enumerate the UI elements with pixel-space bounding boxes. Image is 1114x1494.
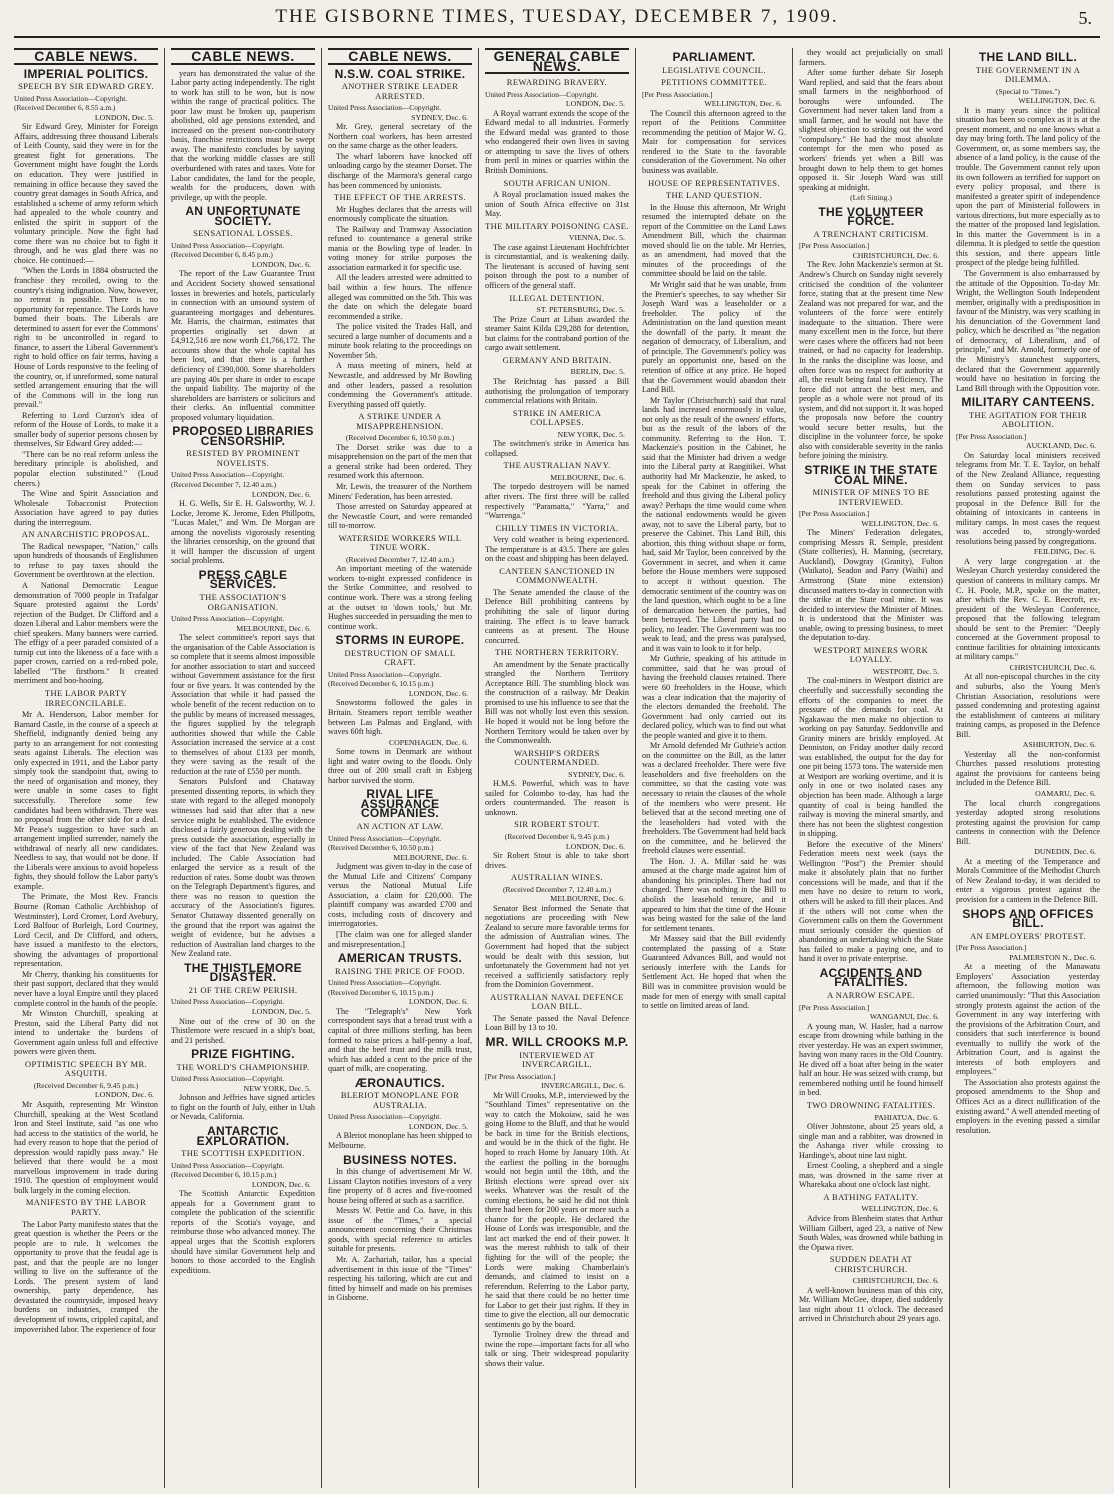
section-banner: CABLE NEWS. bbox=[171, 48, 315, 65]
subheadline: SIR ROBERT STOUT. bbox=[514, 819, 600, 830]
article-paragraph: Those arrested on Saturday appeared at the Newcastle Court, and were remanded till to-morrow. bbox=[328, 502, 472, 531]
press-credit: United Press Association—Copyright. bbox=[171, 997, 285, 1007]
article-paragraph: [The claim was one for alleged slander and misrepresentation.] bbox=[328, 930, 472, 949]
column-5 bbox=[636, 48, 793, 1488]
dateline: (Received December 6, 9.45 p.m.) bbox=[504, 832, 610, 842]
article-paragraph: The switchmen's strike in America has collapsed. bbox=[485, 439, 629, 458]
article-paragraph: years has demonstrated the value of the Labor party acting independently. The right to work has still to be won, but is now within the range of practical politics. The poor law must be broken up, pauperism abolished, old age pensions extended, and increased on the present non-contributory basis, franchise restrictions must be swept away. The manifesto concludes by saying that the working middle classes are still overburdened with rates and taxes. Vote for Labor candidates, the land for the people, wealth for the producers, down with privilege, up with the people. bbox=[171, 68, 315, 202]
article-paragraph: A Royal proclamation issued makes the union of South Africa effective on 31st May. bbox=[485, 190, 629, 219]
place-dateline: ASHBURTON, Dec. 6. bbox=[1022, 740, 1096, 750]
article-paragraph: Judgment was given to-day in the case of the Mutual Life and Citizens' Company versus the National Mutual Life Association, a claim for £20,000. The plaintiff company was awarded £700 and costs, including costs of discovery and interrogatories. bbox=[328, 862, 472, 929]
headline: BUSINESS NOTES. bbox=[343, 1152, 457, 1167]
subheadline: A NARROW ESCAPE. bbox=[827, 989, 915, 1000]
place-dateline: PALMERSTON N., Dec. 6. bbox=[1009, 952, 1096, 962]
place-dateline: LONDON, Dec. 5. bbox=[94, 112, 154, 122]
article-paragraph: Mr Hughes declares that the arrests will enormously complicate the situation. bbox=[328, 204, 472, 224]
article-paragraph: H.M.S. Powerful, which was to have sailed for Colombo to-day, has had the orders countermanded. The reason is unknown. bbox=[485, 779, 629, 817]
place-dateline: COPENHAGEN, Dec. 6. bbox=[388, 737, 468, 747]
headline: ACCIDENTS AND FATALITIES. bbox=[819, 965, 923, 990]
subheadline: WARSHIP'S ORDERS COUNTERMANDED. bbox=[514, 747, 600, 768]
press-credit: United Press Association—Copyright. (Received December 6, 10.15 p.m.) bbox=[171, 1160, 285, 1180]
subheadline: REWARDING BRAVERY. bbox=[506, 77, 608, 88]
article-paragraph: The Council this afternoon agreed to the report of the Petitions Committee recommending the petition of Major W. G. Mair for compensation for services rendered to the State to the favorable consideration of the Government. No other business was available. bbox=[642, 108, 786, 176]
place-dateline: LONDON, Dec. 5. bbox=[565, 99, 625, 109]
place-dateline: FEILDING, Dec. 6. bbox=[1033, 547, 1096, 557]
place-dateline: LONDON, Dec. 6. bbox=[408, 997, 468, 1007]
article-paragraph: A mass meeting of miners, held at Newcastle, and addressed by Mr Bowling and other leaders, passed a resolution condemning the Government's attitude. Everything passed off quietly. bbox=[328, 361, 472, 409]
subheadline: HOUSE OF REPRESENTATIVES. bbox=[648, 177, 780, 188]
press-credit: [Per Press Association.] bbox=[956, 943, 1027, 953]
headline: STORMS IN EUROPE. bbox=[335, 633, 465, 648]
article-paragraph: A Bleriot monoplane has been shipped to Melbourne. bbox=[328, 1131, 472, 1150]
subheadline: THE GOVERNMENT IN A DILEMMA. bbox=[975, 64, 1081, 85]
article-paragraph: Mr Wright said that he was unable, from the Premier's speeches, to say whether Sir Joseph Ward was a leaseholder or a freeholder. The policy of the Administration on the land question meant the downfall of the party. It meant the negation of democracy, of Liberalism, and of principle. The Government's policy was purely an opportunist one, based on the retention of office at any price. He hoped that the Government would abandon their Land Bill. bbox=[642, 280, 786, 395]
press-credit: United Press Association—Copyright. (Received December 6, 10.15 p.m.) bbox=[328, 978, 442, 997]
subheadline: PETITIONS COMMITTEE. bbox=[661, 77, 767, 88]
subheadline: SENSATIONAL LOSSES. bbox=[193, 228, 293, 239]
article-paragraph: Mr Cherry, thanking his constituents for their past support, declared that they would never have a loyal Empire until they placed complete control in the hands of the people. bbox=[14, 969, 158, 1008]
subheadline: AN EMPLOYERS' PROTEST. bbox=[970, 930, 1086, 941]
column-7 bbox=[950, 48, 1106, 1488]
section-banner: GENERAL CABLE NEWS. bbox=[485, 48, 629, 74]
article-paragraph: Referring to Lord Curzon's idea of reform of the House of Lords, to make it a smaller body of superior persons chosen by themselves, Sir Edward Grey added:— bbox=[14, 410, 158, 449]
subheadline: A STRIKE UNDER A MISAPPREHENSION. bbox=[356, 411, 444, 431]
dateline: (Received December 7, 12.40 a.m.) bbox=[503, 884, 611, 894]
article-paragraph: Tyrnolie Trolney drew the thread and twine the rope—important facts for all who talk or sing. Their widespread popularity shows their value. bbox=[485, 1330, 629, 1368]
article-paragraph: The Radical newspaper, "Nation," calls upon hundreds of thousands of Englishmen to refuse to pay taxes should the Government be overthrown at the election. bbox=[14, 541, 158, 580]
article-paragraph: The Scottish Antarctic Expedition appeals for a Government grant to complete the publication of the scientific reports of the Scotia's voyage, and reimburse those who advanced money. The appeal urges that the Scottish explorers should have similar Government help and honors to those accorded to the English expeditions. bbox=[171, 1189, 315, 1275]
place-dateline: WELLINGTON, Dec. 6. bbox=[861, 1204, 939, 1214]
subheadline: A BATHING FATALITY. bbox=[823, 1191, 919, 1202]
subheadline: SOUTH AFRICAN UNION. bbox=[503, 177, 611, 188]
headline: RIVAL LIFE ASSURANCE COMPANIES. bbox=[360, 787, 440, 821]
subheadline: GERMANY AND BRITAIN. bbox=[502, 354, 612, 365]
page-number: 5. bbox=[1078, 8, 1092, 28]
article-paragraph: The torpedo destroyers will be named after rivers. The first three will be called respectively "Paramatta," "Yarra," and "Warrenga." bbox=[485, 482, 629, 521]
article-paragraph: The Labor Party manifesto states that the great question is whether the Peers or the people are to rule. It welcomes the opportunity to prove that the feudal age is past, and that the people are no longer willing to live on the sufferance of the Lords. The present system of land ownership, party dependence, has devastated the countryside, imposed heavy burdens on industries, cramped the development of towns, crippled capital, and impoverished labor. The experience of four bbox=[14, 1219, 158, 1334]
place-dateline: MELBOURNE, Dec. 6. bbox=[393, 852, 468, 862]
article-paragraph: Senators Pulsford and Chataway presented dissenting reports, in which they state with regard to the alleged monopoly witnesses had said that after that a new service might be established. The evidence disclosed a fairly generous dealing with the press outside the association, especially in view of the fact that New Zealand was included. The Cable Association had enlarged the service as a result of the reduction of rates. Some doubt was thrown on the Telegraph Department's figures, and there was no reason to question the accuracy of the Association's figures. Senator Chataway dissented generally on the ground that the report was against the weight of evidence, but he advises a reduction of Australian land charges to the New Zealand rate. bbox=[171, 777, 315, 959]
press-credit: [Per Press Association.] bbox=[799, 241, 870, 251]
place-dateline: MELBOURNE, Dec. 6. bbox=[236, 623, 311, 633]
article-paragraph: Messrs W. Pettie and Co. have, in this issue of the "Times," a special announcement concerning their Christmas goods, with special reference to articles suitable for presents. bbox=[328, 1206, 472, 1254]
subheadline: WESTPORT MINERS WORK LOYALLY. bbox=[813, 644, 929, 665]
article-paragraph: In this change of advertisement Mr W. Lissant Clayton notifies investors of a very fine property of 8 acres and five-roomed house being offered at such as a sacrifice. bbox=[328, 1167, 472, 1205]
article-paragraph: At all non-episcopal churches in the city and suburbs, also the Young Men's Christian Association, resolutions were passed condemning and protesting against the establishment of canteens at military training camps, as proposed in the Defence Bill. bbox=[956, 672, 1100, 739]
place-dateline: DUNEDIN, Dec. 6. bbox=[1034, 847, 1096, 857]
subheadline: THE ASSOCIATION'S ORGANISATION. bbox=[199, 591, 287, 612]
subheadline: SPEECH BY SIR EDWARD GREY. bbox=[18, 81, 154, 92]
article-paragraph: The Senate amended the clause of the Defence Bill prohibiting canteens by prohibiting the sale of liquor during training. The effect is to leave barrack canteens as at present. The House concurred. bbox=[485, 587, 629, 645]
article-paragraph: Oliver Johnstone, about 25 years old, a single man and a rabbiter, was drowned in the Ashanga river while crossing to Hardinge's, about nine last night. bbox=[799, 1122, 943, 1160]
headline: THE VOLUNTEER FORCE. bbox=[818, 204, 924, 229]
subheadline: MANIFESTO BY THE LABOR PARTY. bbox=[25, 1197, 147, 1217]
article-paragraph: they would act prejudicially on small farmers. bbox=[799, 48, 943, 67]
place-dateline: OAMARU, Dec. 6. bbox=[1035, 789, 1096, 799]
article-paragraph: The "Telegraph's" New York correspondent says that a bread trust with a capital of three millions sterling, has been formed to raise prices a half-penny a loaf, and that the beef trust and the milk trust, which has added a cent to the price of the quart of milk, are cooperating. bbox=[328, 1006, 472, 1074]
press-credit: [Per Press Association.] bbox=[799, 1002, 870, 1012]
article-paragraph: Very cold weather is being experienced. The temperature is at 43.5. There are gales on the coast and shipping has been delayed. bbox=[485, 535, 629, 564]
article-paragraph: A National Democratic League demonstration of 7000 people in Trafalgar Square protested against the Lords' rejection of the Budget. Dr Clifford and a dozen Liberal and Labor members were the chief speakers. Many banners were carried. The effigy of a peer paraded consisted of a turnip cut into the likeness of a face with a paper crown, carried on a red-robed pole, labelled "The firstborn." It created merriment and boo-hooing. bbox=[14, 580, 158, 686]
place-dateline: LONDON, Dec. 6. bbox=[251, 1179, 311, 1189]
article-paragraph: The Association also protests against the proposed amendments to the Shop and Offices Act as a direct nullification of the existing award." A well attended meeting of employers in the evening passed a similar resolution. bbox=[956, 1077, 1100, 1135]
subheadline: OPTIMISTIC SPEECH BY MR. ASQUITH. bbox=[24, 1058, 148, 1079]
place-dateline: BERLIN, Dec. 5. bbox=[570, 367, 625, 377]
article-paragraph: At a meeting of the Temperance and Morals Committee of the Methodist Church of New Zealand to-day, it was decided to enter a vigorous protest against the provision for a canteen in the Defence Bill. bbox=[956, 856, 1100, 905]
subheadline: THE AGITATION FOR THEIR ABOLITION. bbox=[968, 409, 1088, 430]
article-paragraph: Before the executive of the Miners' Federation meets next week (says the Wellington "Post") the Premier should make it absolutely plain that no further concessions will be made, and that if the men have no desire to return to work, others will be asked to fill their places. And if the others will not come when the Government calls on them the Government must seriously consider the question of abandoning an undertaking which the State has failed to make a paying one, and to hand it over to private enterprise. bbox=[799, 839, 943, 964]
subheadline: AN ACTION AT LAW. bbox=[356, 821, 444, 832]
article-paragraph: A very large congregation at the Wesleyan Church yesterday considered the question of canteens in military camps. Mr C. H. Poole, M.P., spoke on the matter, after which the Rev. C. E. Beecroft, ex-president of the Wesleyan Conference, proposed that the following telegram should be sent to the Premier: "Deeply concerned at the Government proposal to continue facilities for obtaining intoxicants at military camps." bbox=[956, 556, 1100, 662]
article-paragraph: The Prize Court at Liban awarded the steamer Saint Kilda £29,288 for detention, but claims for the contraband portion of the cargo await settlement. bbox=[485, 314, 629, 353]
section-banner: CABLE NEWS. bbox=[14, 48, 158, 65]
place-dateline: LONDON, Dec. 6. bbox=[251, 489, 311, 499]
article-paragraph: The Railway and Tramway Association refused to countenance a general strike mania or the Bowling type of leader. In voting money for strike purposes the association earmarked it for specific use. bbox=[328, 224, 472, 272]
article-paragraph: An important meeting of the waterside workers to-night expressed confidence in the Strike Committee, and resolved to continue work. There was a strong feeling at the outset to 'down tools,' but Mr. Hughes succeeded in persuading the men to continue work. bbox=[328, 564, 472, 631]
place-dateline: INVERCARGILL, Dec. 6. bbox=[541, 1081, 625, 1091]
subheadline: LEGISLATIVE COUNCIL. bbox=[662, 64, 766, 75]
column-3 bbox=[322, 48, 479, 1488]
headline: THE THISTLEMORE DISASTER. bbox=[184, 960, 302, 985]
press-credit: [Per Press Association.] bbox=[642, 89, 713, 99]
place-dateline: ST. PETERSBURG, Dec. 5. bbox=[536, 305, 625, 315]
press-credit: United Press Association—Copyright. (Received December 6, 10.15 p.m.) bbox=[328, 669, 442, 689]
article-paragraph: "There can be no real reform unless the hereditary principle is abolished, and popular election substituted." (Loud cheers.) bbox=[14, 449, 158, 488]
article-paragraph: Sir Edward Grey, Minister for Foreign Affairs, addressing three thousand Liberals of Leith County, said they were in for the greatest fight for generations. The Government might have fought the Lords on education. They were justified in remaining in office because they saved the country great damages in South Africa, and established a scheme of army reform which had appealed to the whole country and enlisted the spirit in support of the voluntary principle. Now the fight had come there was no choice but to fight it through, and he was glad there was no choice. He continued:— bbox=[14, 122, 158, 265]
newspaper-title: THE GISBORNE TIMES, TUESDAY, DECEMBER 7, 1909. bbox=[275, 6, 839, 27]
subheadline: THE LABOR PARTY IRRECONCILABLE. bbox=[44, 688, 128, 708]
subheadline: THE AUSTRALIAN NAVY. bbox=[503, 460, 611, 471]
subheadline: RESISTED BY PROMINENT NOVELISTS. bbox=[186, 448, 300, 468]
article-paragraph: Sir Robert Stout is able to take short drives. bbox=[485, 851, 629, 870]
article-paragraph: H. G. Wells, Sir E. H. Galsworthy, W. J. Locke, Jerome K. Jerome, Eden Phillpotts, "Lucas Malet," and Wm. De Morgan are among the novelists vigorously resenting the libraries censorship, on the ground that it will hamper the discussion of urgent social problems. bbox=[171, 499, 315, 566]
masthead bbox=[14, 0, 1100, 38]
press-credit: United Press Association—Copyright. bbox=[328, 103, 442, 113]
headline: MILITARY CANTEENS. bbox=[961, 395, 1095, 410]
article-paragraph: Yesterday all the non-conformist Churches passed resolutions protesting against the provisions for canteens being included in the Defence Bill. bbox=[956, 749, 1100, 788]
headline: SHOPS AND OFFICES BILL. bbox=[962, 906, 1094, 931]
subheadline: THE LAND QUESTION. bbox=[665, 190, 763, 201]
article-paragraph: Mr Asquith, representing Mr Winston Churchill, speaking at the West Scotland Iron and Steel Institute, said "as one who had access to the statistics of the world, he had every reason to hope that the period of depression would rapidly pass away." He believed that there would be a most marvellous improvement in trade during 1910. The question of employment would bulk largely in the coming election. bbox=[14, 1099, 158, 1195]
article-paragraph: Mr. Grey, general secretary of the Northern coal workers, has been arrested on the same charge as the other leaders. bbox=[328, 122, 472, 151]
column-2 bbox=[165, 48, 322, 1488]
article-paragraph: The wharf laborers have knocked off unloading cargo by the steamer Dorset. The discharge of the Marmora's general cargo has been commenced by unionists. bbox=[328, 151, 472, 190]
subheadline: AUSTRALIAN NAVAL DEFENCE LOAN BILL. bbox=[490, 991, 624, 1012]
article-paragraph: The police visited the Trades Hall, and secured a large number of documents and a minute book relating to the proceedings on November 5th. bbox=[328, 322, 472, 360]
headline: PRESS CABLE SERVICES. bbox=[198, 567, 288, 592]
article-paragraph: Mr Arnold defended Mr Guthrie's action on the committee on the Bill, as the latter was a declared freeholder. There were five leaseholders and five freeholders on the committee, so that the casting vote was necessary to retain the clauses of the whole of the members who were present. He believed that at the second meeting one of the leaseholders had voted with the freeholders. The Government had held back on the committee, and he believed the freehold clauses were essential. bbox=[642, 741, 786, 856]
article-paragraph: Mr Will Crooks, M.P., interviewed by the "Southland Times" representative on the way to catch the Mokoiaw, said he was going Home to the Bluff, and that he would be back in time for the British elections, and would be in the thick of the fight. He hoped to reach Home by January 10th. At the earliest the polling in the boroughs would not begin until the 18th, and the British elections were spread over six weeks. Whatever was the result of the coming elections, he said he did not think there had been for 200 years or more such a chance for the people. He declared the House of Lords was irresponsible, and the last act marked the end of their power. It was the merest rubbish to talk of their fighting for the will of the people; the Lords were making Chamberlain's demands, and claimed to insist on a referendum. Referring to the Labor party, he said that there could be no better time for Labor to get their just rights. If they in time to give the election, all our democratic sentiments go by the board. bbox=[485, 1090, 629, 1329]
article-paragraph: The Wine and Spirit Association and Wholesale Tobacconist Protection Association have agreed to pay duties during the interregnum. bbox=[14, 489, 158, 527]
subheadline: CHILLY TIMES IN VICTORIA. bbox=[495, 522, 619, 533]
dateline: (Left Sitting.) bbox=[850, 193, 892, 203]
press-credit: United Press Association—Copyright. bbox=[171, 1074, 285, 1084]
article-paragraph: The coal-miners in Westport district are cheerfully and successfully seconding the efforts of the companies to meet the pressure of the demands for coal. At Ngakawau the men make no objection to working on pay Saturday. Seddonville and Granity miners are briskly employed. At Denniston, on Friday another daily record was established, the output for the day for one pit being 1573 tons. The waterside men at Westport are working overtime, and it is only in one or two isolated cases any objection has been made. Although a large quantity of coal is being handled the railway is moving the mineral smartly, and there has not been the slightest congestion in shipping. bbox=[799, 676, 943, 839]
article-paragraph: On Saturday local ministers received telegrams from Mr. T. E. Taylor, on behalf of the New Zealand Alliance, requesting them on Sunday services to pass resolutions passed protesting against the proposal in the Defence Bill for the obtaining of intoxicants in canteens in military camps. In most cases the request was acceded to, strongly-worded resolutions being passed by congregations. bbox=[956, 450, 1100, 546]
subheadline: TWO DROWNING FATALITIES. bbox=[806, 1099, 936, 1110]
place-dateline: LONDON, Dec. 6. bbox=[94, 1090, 154, 1100]
article-paragraph: At a meeting of the Manawatu Employers' Association yesterday afternoon, the following motion was carried unanimously: "That this Association strongly protests against the action of the Government in any way interfering with the provisions of the Arbitration Court, and considers that such interference is bound eventually to nullify the work of the Arbitration Court, and is against the interests of both employers and employees." bbox=[956, 962, 1100, 1077]
article-paragraph: The Reichstag has passed a Bill authorising the prolongation of temporary commercial relations with Britain. bbox=[485, 376, 629, 406]
headline: MR. WILL CROOKS M.P. bbox=[485, 1034, 629, 1049]
subheadline: AN ANARCHISTIC PROPOSAL. bbox=[21, 529, 151, 540]
press-credit: United Press Association—Copyright. (Received December 6, 8.45 p.m.) bbox=[171, 240, 285, 260]
headline: THE LAND BILL. bbox=[978, 50, 1078, 64]
place-dateline: MELBOURNE, Dec. 6. bbox=[550, 472, 625, 482]
article-paragraph: After some further debate Sir Joseph Ward replied, and said that the fears about small farmers in the neighborhood of boroughs were unfounded. The Government had never taken land from a small farmer, and he would not have the slightest objection to striking out the word "compulsory." He had the most absolute contempt for the men who posed as workers' friends yet when a Bill was brought down to help them to get homes opposed it. Sir Joseph Ward was still speaking at midnight. bbox=[799, 68, 943, 192]
article-paragraph: Senator Best informed the Senate that negotiations are proceeding with New Zealand to secure more favorable terms for the admission of Australian wines. The Government had hoped that the subject would be dealt with this session, but unfortunately the Government had not yet received a sufficiently satisfactory reply from the Dominion Government. bbox=[485, 903, 629, 990]
article-paragraph: A well-known business man of this city, Mr. William McGee, draper, died suddenly last night about 11 o'clock. The deceased arrived in Christchurch about 29 years ago. bbox=[799, 1285, 943, 1324]
press-credit: United Press Association—Copyright. bbox=[485, 89, 599, 99]
subheadline: THE MILITARY POISONING CASE. bbox=[485, 220, 629, 231]
place-dateline: CHRISTCHURCH, Dec. 6. bbox=[852, 1276, 939, 1286]
subheadline: DESTRUCTION OF SMALL CRAFT. bbox=[344, 647, 456, 668]
headline: PARLIAMENT. bbox=[672, 50, 756, 64]
headline: STRIKE IN THE STATE COAL MINE. bbox=[804, 462, 938, 487]
article-paragraph: The case against Lieutenant Hochfrichter is circumstantial, and is weakening daily. The lieutenant is accused of having sent poison through the post to a number of officers of the general staff. bbox=[485, 242, 629, 291]
article-paragraph: Mr Winston Churchill, speaking at Preston, said the Liberal Party did not intend to undertake the burdens of Government again unless full and effective powers were given them. bbox=[14, 1009, 158, 1057]
subheadline: SUDDEN DEATH AT CHRISTCHURCH. bbox=[829, 1254, 913, 1274]
place-dateline: AUCKLAND, Dec. 6. bbox=[1026, 441, 1096, 451]
article-paragraph: The Primate, the Most Rev. Francis Bourne (Roman Catholic Archbishop of Westminster), Lord Cromer, Lord Avebury, Lord Balfour of Burleigh, Lord Courtney, Lord Cecil, and Dr Clifford, and others, have issued a manifesto to the electors, showing the advantages of proportional representation. bbox=[14, 892, 158, 969]
subheadline: THE WORLD'S CHAMPIONSHIP. bbox=[176, 1061, 310, 1072]
article-paragraph: The report of the Law Guarantee Trust and Accident Society showed sensational losses in breweries and hotels, particularly in connection with an unsound system of guaranteeing mortgages and debentures. Mr. Harris, the chairman, estimates that properties originally set down at £4,912,516 are now worth £1,766,172. The accounts show that the whole capital has been lost, and that there is a further deficiency of £390,000. Some shareholders are paying 40s per share in order to escape the unpaid liability. The majority of the shareholders are barristers or solicitors and their clerks. An influential committee proposed voluntary liquidation. bbox=[171, 269, 315, 422]
article-paragraph: In the House this afternoon, Mr Wright resumed the interrupted debate on the report of the Committee on the Land Laws Amendment Bill, which the chairman moved should lie on the table. Mr Herries, as an amendment, had moved that the minutes of the proceedings of the committee should be laid on the table. bbox=[642, 202, 786, 279]
headline: ÆRONAUTICS. bbox=[355, 1075, 445, 1090]
article-paragraph: An amendment by the Senate practically strangled the Northern Territory Acceptance Bill. The stumbling block was the construction of a railway. Mr Deakin promised to use his influence to see that the Bill was not wholly lost even this session. He hoped it would not be long before the Northern Territory would be taken over by the Commonwealth. bbox=[485, 659, 629, 746]
headline: PRIZE FIGHTING. bbox=[191, 1047, 295, 1062]
place-dateline: CHRISTCHURCH, Dec. 6. bbox=[1009, 662, 1096, 672]
article-paragraph: A Royal warrant extends the scope of the Edward medal to all industries. Formerly the Edward medal was granted to those who endangered their own lives in saving or attempting to save the lives of others from peril in mines or quarries within the British Dominions. bbox=[485, 108, 629, 176]
press-credit: United Press Association—Copyright. bbox=[171, 614, 285, 624]
place-dateline: LONDON, Dec. 6. bbox=[251, 259, 311, 269]
article-paragraph: Some towns in Denmark are without light and water owing to the floods. Only three out of 200 small craft in Esbjerg harbor survived the storm. bbox=[328, 747, 472, 785]
place-dateline: WANGANUI, Dec. 6. bbox=[869, 1012, 939, 1022]
article-paragraph: The Dorset strike was due to a misapprehension on the part of the men that a general strike had been ordered. They resumed work this afternoon. bbox=[328, 442, 472, 481]
article-paragraph: "When the Lords in 1884 obstructed the franchise they recoiled, owing to the country's rising indignation. Now, however, no retreat is possible. There is no opportunity for repentance. The Lords have burned their boats. The Liberals are determined to assert for ever the Commons' right to be uncontrolled in regard to finance, to assert the Liberal Government's right to hold office on fair terms, having a House of Lords responsive to the feeling of the country, or, if unreformed, some natural settled arrangement ensuring that the will of the Commons will in the long run prevail." bbox=[14, 266, 158, 410]
press-credit: United Press Association—Copyright. (Received December 6, 8.55 a.m.) bbox=[14, 93, 128, 113]
article-paragraph: The Miners' Federation delegates, comprising Messrs R. Semple, president (State collieries), H. Manning, (secretary, Auckland), Dowgray (Granity), Fulton (Waikato), Seadon and Parry (Waihi) and Armstrong (State mine extension) discussed matters to-day in connection with the strike at the State coal mine. It was decided to interview the Minister of Mines. It is understood that the Minister was unable, owing to pressing business, to meet the deputation to-day. bbox=[799, 528, 943, 643]
subheadline: CANTEEN SANCTIONED IN COMMONWEALTH. bbox=[499, 565, 615, 586]
article-paragraph: Mr Massey said that the Bill evidently contemplated the passing of a State Guaranteed Advances Bill, and would not seriously interfere with the Lands for Settlement Act. He hoped that when the Bill was in committee provision would be made for men of energy with small capital to settle on limited areas of land. bbox=[642, 934, 786, 1011]
press-credit: United Press Association—Copyright. (Received December 7, 12.40 a.m.) bbox=[171, 470, 285, 489]
column-1 bbox=[8, 48, 165, 1488]
dateline: (Special to "Times.") bbox=[996, 86, 1060, 96]
subheadline: A TRENCHANT CRITICISM. bbox=[813, 228, 929, 239]
headline: PROPOSED LIBRARIES CENSORSHIP. bbox=[172, 424, 314, 448]
subheadline: INTERVIEWED AT INVERCARGILL. bbox=[519, 1049, 595, 1070]
column-6 bbox=[793, 48, 950, 1488]
subheadline: RAISING THE PRICE OF FOOD. bbox=[335, 965, 465, 976]
headline: ANTARCTIC EXPLORATION. bbox=[196, 1123, 290, 1148]
headline: AMERICAN TRUSTS. bbox=[337, 951, 463, 966]
place-dateline: LONDON, Dec. 5. bbox=[408, 1121, 468, 1131]
press-credit: [Per Press Association.] bbox=[956, 431, 1027, 441]
article-paragraph: The Hon. J. A. Millar said he was amused at the charge made against him of abandoning his principles. There had not changed. There was nothing in the Bill to abolish the leasehold tenure, and it appeared to him that the time of the House was being wasted for the sake of the land for settlement tenants. bbox=[642, 856, 786, 933]
article-paragraph: The Government is also embarrassed by the attitude of the Opposition. To-day Mr. Wright, the Wellington South Independent member, originally with a predisposition in favour of the Ministry, was very scathing in his denunciation of the Government land policy, which he described as "the negation of democracy, of Liberalism, and of principle," and Mr. Arnold, formerly one of the Ministry's staunchest supporters, declared that the Government apparently would have no hesitation in forcing the Land Bill through with the Opposition vote. bbox=[956, 269, 1100, 393]
headline: N.S.W. COAL STRIKE. bbox=[334, 66, 466, 81]
subheadline: AUSTRALIAN WINES. bbox=[510, 872, 604, 883]
dateline: (Received December 7, 12.40 a.m.) bbox=[346, 554, 454, 564]
article-paragraph: The select committee's report says that the organisation of the Cable Association is so complete that it seems almost impossible for another association to start and succeed without Government assistance for the first four or five years. It was contended by the Association that while it had passed the whole benefit of the recent reduction on to the public by means of increased messages, the figures supplied by the telegraph authorities showed that while the Cable Association increased the service at a cost to themselves of about £133 per month, they were saving as the result of the reduction at the rate of £550 per month. bbox=[171, 633, 315, 776]
subheadline: MINISTER OF MINES TO BE INTERVIEWED. bbox=[812, 487, 930, 507]
article-paragraph: The local church congregations yesterday adopted strong resolutions protesting against the provision for camp canteens in connection with the Defence Bill. bbox=[956, 798, 1100, 846]
subheadline: ANOTHER STRIKE LEADER ARRESTED. bbox=[341, 81, 459, 101]
subheadline: THE SCOTTISH EXPEDITION. bbox=[181, 1148, 305, 1159]
place-dateline: VIENNA, Dec. 5. bbox=[568, 233, 625, 243]
subheadline: THE EFFECT OF THE ARRESTS. bbox=[333, 192, 467, 203]
article-paragraph: It is many years since the political situation has been so complex as it is at the present moment, and no one knows what a day may bring forth. The land policy of the Government, or, as some members say, the absence of a land policy, is the cause of the trouble. The Government cannot rely upon its own followers as terrified for support on every policy proposal, and there is manifested a greater spirit of independence upon the part of Ministerial followers in various directions, but more especially as to the matter of the proposed land legislation. In this matter the Government is in a dilemma. It is pledged to settle the question this session, and there appears little prospect of the pledge being fulfilled. bbox=[956, 105, 1100, 268]
article-paragraph: All the leaders arrested were admitted to bail within a few hours. The offence alleged was committed on the 5th. This was the date on which the delegate board recommended a strike. bbox=[328, 273, 472, 321]
place-dateline: MELBOURNE, Dec. 6. bbox=[550, 894, 625, 904]
press-credit: United Press Association—Copyright. bbox=[328, 1112, 442, 1122]
place-dateline: PAHIATUA, Dec. 6. bbox=[874, 1112, 939, 1122]
dateline: (Received December 6, 10.50 p.m.) bbox=[345, 433, 455, 443]
article-paragraph: Mr. A. Zachariah, tailor, has a special advertisement in this issue of the "Times" respecting his tailoring, which are cut and fitted by himself and made on his premises in Gisborne. bbox=[328, 1254, 472, 1303]
headline: AN UNFORTUNATE SOCIETY. bbox=[185, 204, 301, 228]
article-paragraph: Nine out of the crew of 30 on the Thistlemore were rescued in a ship's boat, and 21 perished. bbox=[171, 1016, 315, 1045]
place-dateline: WELLINGTON, Dec. 6. bbox=[861, 518, 939, 528]
subheadline: BLERIOT MONOPLANE FOR AUSTRALIA. bbox=[340, 1090, 460, 1110]
press-credit: [Per Press Association.] bbox=[485, 1071, 556, 1081]
article-paragraph: Mr Guthrie, speaking of his attitude in committee, said that he was proud of having the freehold clauses retained. There were 60 freeholders in the House, which was a clear indication that the majority of the electors demanded the freehold. The Government had only carried out its declared policy, which was to find out what the people wanted and give it to them. bbox=[642, 654, 786, 740]
place-dateline: SYDNEY, Dec. 6. bbox=[411, 112, 468, 122]
place-dateline: NEW YORK, Dec. 5. bbox=[557, 429, 625, 439]
columns-container bbox=[8, 48, 1106, 1488]
article-paragraph: Snowstorms followed the gales in Britain. Steamers report terrible weather between Las Palmas and England, with waves 60ft high. bbox=[328, 698, 472, 737]
subheadline: STRIKE IN AMERICA COLLAPSES. bbox=[512, 407, 602, 428]
article-paragraph: The Rev. John Mackenzie's sermon at St. Andrew's Church on Sunday night severely criticised the condition of the volunteer force, stating that at the present time New Zealand was not prepared for war, and the volunteers of the force were entirely inadequate to the situation. There were many excellent men in the force, but there were cases where the officers had not been trained, or had no capacity for leadership. In the ranks the discipline was loose, and often force was no respect for authority at all, the result being fatal to efficiency. The force did not attract the best men, and people as a whole were not proud of its system, and did not support it. It was hoped the proposals now before the country would secure better results, but the discipline in the volunteer force, he spoke also with considerable severity in the ranks before joining the ministry. bbox=[799, 260, 943, 461]
article-paragraph: Ernest Cooling, a shepherd and a single man, was drowned in the same river at Wharekaka about one o'clock last night. bbox=[799, 1161, 943, 1190]
column-4 bbox=[479, 48, 636, 1488]
headline: IMPERIAL POLITICS. bbox=[23, 66, 149, 81]
place-dateline: WESTPORT, Dec. 5. bbox=[872, 666, 939, 676]
article-paragraph: The Senate passed the Naval Defence Loan Bill by 13 to 10. bbox=[485, 1013, 629, 1033]
article-paragraph: A young man, W. Hasler, had a narrow escape from drowning while bathing in the river yesterday. He was an expert swimmer, having won many races in the Old Country. He dived off a boat after being in the water half an hour. He was seized with cramp, but remembered nothing until he found himself in bed. bbox=[799, 1021, 943, 1098]
place-dateline: LONDON, Dec. 6. bbox=[565, 841, 625, 851]
place-dateline: WELLINGTON, Dec. 6. bbox=[704, 99, 782, 109]
article-paragraph: Johnson and Jeffries have signed articles to fight on the fourth of July, either in Utah or Nevada, California. bbox=[171, 1093, 315, 1122]
subheadline: WATERSIDE WORKERS WILL TINUE WORK. bbox=[338, 532, 462, 553]
place-dateline: WELLINGTON, Dec. 6. bbox=[1018, 96, 1096, 106]
press-credit: United Press Association—Copyright. (Received December 6, 10.50 p.m.) bbox=[328, 833, 442, 853]
article-paragraph: Mr A. Henderson, Labor member for Barnard Castle, in the course of a speech at Sheffield, indignantly denied being any party to an arrangement for not contesting seats against Liberals. The election was only expected in 1911, and the Labor party simply took the standpoint that, owing to the need of organisation and money, they were unable in some cases to fight successfully. Therefore some few candidates had been withdrawn. There was no proposal from the other side for a deal. Mr Pease's suggestion to have such an arrangement implied surrender, namely the withdrawal of nearly all new candidates. Needless to say, that would not be done. If the Liberals were anxious to avoid hopeless fights, they should follow the Labor party's example. bbox=[14, 710, 158, 891]
article-paragraph: Advice from Blenheim states that Arthur William Gilbert, aged 23, a native of New South Wales, was drowned while bathing in the Opawa river. bbox=[799, 1213, 943, 1252]
place-dateline: LONDON, Dec. 5. bbox=[251, 1006, 311, 1016]
place-dateline: CHRISTCHURCH, Dec. 6. bbox=[852, 250, 939, 260]
article-paragraph: Mr. Lewis, the treasurer of the Northern Miners' Federation, has been arrested. bbox=[328, 481, 472, 501]
subheadline: ILLEGAL DETENTION. bbox=[509, 292, 605, 303]
press-credit: [Per Press Association.] bbox=[799, 509, 870, 519]
dateline: (Received December 6, 9.45 p.m.) bbox=[33, 1080, 139, 1090]
article-paragraph: Mr Taylor (Christchurch) said that rural lands had increased enormously in value, not only as the result of the owners' efforts, but as the result of the labors of the community. Referring to the Hon. T. Mackenzie's position in the Cabinet, he said that the Minister had driven a wedge into the Liberal party at Rangitikei. What authority had Mr Mackenzie, he asked, to speak for the Cabinet in offering the freehold and thus giving the Liberal policy away? Perhaps the time would come when the national endowments would be given away, not to save the Liberal party, but to preserve the Cabinet. This Land Bill, this abortion, this thing without shape or form, had, said Mr Taylor, been conceived by the Government in secret, and when it came before the House members were supposed to accept it without question. The democratic sentiment of the country was on the land question, which ought to be a line of demarcation between the parties, had been betrayed. The Liberal party had no policy, no leader. The Government was too weak to lead, and the press was paralysed, and it was vain to look to it for help. bbox=[642, 395, 786, 653]
section-banner: CABLE NEWS. bbox=[328, 48, 472, 65]
place-dateline: NEW YORK, Dec. 5. bbox=[243, 1083, 311, 1093]
place-dateline: LONDON, Dec. 6. bbox=[408, 688, 468, 698]
subheadline: 21 OF THE CREW PERISH. bbox=[188, 984, 298, 995]
place-dateline: SYDNEY, Dec. 6. bbox=[568, 769, 625, 779]
subheadline: THE NORTHERN TERRITORY. bbox=[495, 647, 619, 658]
